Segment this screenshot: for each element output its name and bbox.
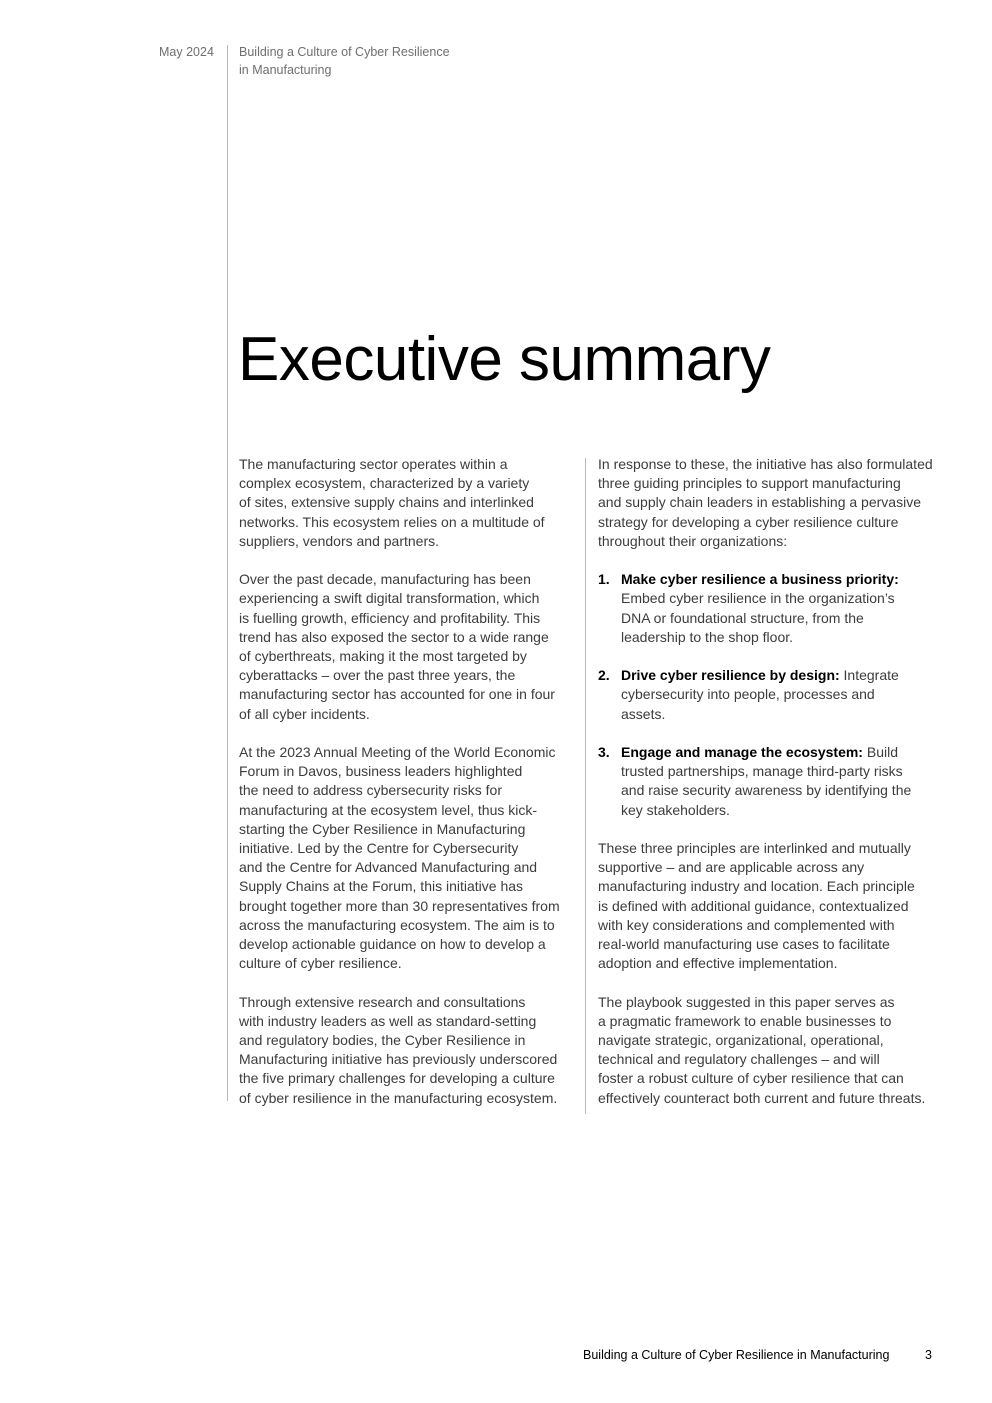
text-line: Through extensive research and consultations [239,993,526,1010]
text-line: assets. [621,705,666,722]
text-line: networks. This ecosystem relies on a multitude of [239,513,545,530]
text-line: Supply Chains at the Forum, this initiative has [239,878,524,895]
text-line: Embed cyber resilience in the organization’s [621,590,895,607]
text-line: Manufacturing initiative has previously underscored [239,1051,558,1068]
intro-paragraph [598,455,938,551]
principle-item [598,743,938,820]
principle-item [598,570,938,647]
text-line: and supply chain leaders in establishing a pervasive [598,494,921,511]
text-line: of all cyber incidents. [239,705,370,722]
column-divider [585,458,586,1114]
text-line: throughout their organizations: [598,532,788,549]
header-title-line: in Manufacturing [239,63,332,77]
principle-title: Make cyber resilience a business priority: [621,571,899,588]
text-line: strategy for developing a cyber resilience culture [598,513,899,530]
text-line: key stakeholders. [621,801,730,818]
body-paragraph [239,743,575,973]
text-line: across the manufacturing ecosystem. The aim is to [239,916,555,933]
text-line: manufacturing sector has accounted for one in four [239,686,555,703]
text-line: trend has also exposed the sector to a wide range [239,628,549,645]
text-line: suppliers, vendors and partners. [239,532,439,549]
text-line [621,666,938,685]
text-line: Over the past decade, manufacturing has been [239,571,531,588]
text-line [621,743,938,762]
body-paragraph [239,570,575,724]
text-line: and the Centre for Advanced Manufacturing and [239,859,538,876]
principle-item [598,666,938,724]
text-line: a pragmatic framework to enable businesses to [598,1012,892,1029]
text-line: real-world manufacturing use cases to facilitate [598,936,890,953]
left-text-column [239,455,575,1127]
text-line: The manufacturing sector operates within a [239,456,508,472]
page-number: 3 [925,1348,932,1362]
text-line: with key considerations and complemented with [598,916,895,933]
principles-list [598,570,938,820]
text-line: of cyberthreats, making it the most targeted by [239,648,527,665]
text-line: develop actionable guidance on how to develop a [239,936,546,953]
body-paragraph [239,455,575,551]
footer-document-title: Building a Culture of Cyber Resilience in Manufacturing [583,1348,890,1362]
text-line: supportive – and are applicable across any [598,859,865,876]
text-line: initiative. Led by the Centre for Cybersecurity [239,840,519,857]
text-line: cyberattacks – over the past three years, the [239,667,516,684]
text-line: manufacturing at the ecosystem level, thus kick- [239,801,538,818]
text-line: of sites, extensive supply chains and interlinked [239,494,534,511]
text-line: These three principles are interlinked and mutually [598,840,911,856]
principle-number: 1. [598,571,610,588]
body-paragraph [598,839,938,973]
text-line: with industry leaders as well as standard-setting [239,1012,537,1029]
text-line: adoption and effective implementation. [598,955,838,972]
body-paragraph [239,993,575,1108]
header-date: May 2024 [159,45,214,59]
text-line: is fuelling growth, efficiency and profitability. This [239,609,541,626]
text-line: three guiding principles to support manufacturing [598,475,901,492]
principle-title: Engage and manage the ecosystem: [621,744,863,760]
text-line: At the 2023 Annual Meeting of the World Economic [239,744,556,761]
text-line: navigate strategic, organizational, operational, [598,1032,884,1049]
text-line: DNA or foundational structure, from the [621,609,864,626]
text-line [621,570,938,589]
text-line: the five primary challenges for developing a culture [239,1070,555,1087]
text-line: and regulatory bodies, the Cyber Resilience in [239,1032,526,1049]
principle-text: Integrate [839,667,899,684]
text-line: effectively counteract both current and future threats. [598,1089,926,1106]
text-line: the need to address cybersecurity risks for [239,782,503,799]
text-line: foster a robust culture of cyber resilience that can [598,1070,904,1087]
body-paragraph [598,993,938,1108]
principle-text: Build [862,744,898,760]
text-line: The playbook suggested in this paper serves as [598,993,895,1010]
right-text-column [598,455,938,1127]
principle-number: 3. [598,744,610,760]
text-line: of cyber resilience in the manufacturing ecosystem. [239,1089,558,1106]
text-line: is defined with additional guidance, contextualized [598,897,909,914]
text-line: leadership to the shop floor. [621,628,794,645]
text-line: In response to these, the initiative has also formulated [598,456,933,472]
text-line: technical and regulatory challenges – and will [598,1051,880,1068]
text-line: brought together more than 30 representatives from [239,897,560,914]
text-line: and raise security awareness by identifying the [621,782,912,799]
page-title: Executive summary [238,325,771,394]
text-line: trusted partnerships, manage third-party risks [621,763,903,780]
text-line: culture of cyber resilience. [239,955,402,972]
text-line: starting the Cyber Resilience in Manufacturing [239,820,526,837]
header-document-title [239,43,539,79]
text-line: experiencing a swift digital transformation, which [239,590,540,607]
text-line: Forum in Davos, business leaders highlighted [239,763,523,780]
header-title-line: Building a Culture of Cyber Resilience [239,45,450,59]
text-line: cybersecurity into people, processes and [621,686,875,703]
text-line: complex ecosystem, characterized by a variety [239,475,530,492]
principle-number: 2. [598,667,610,684]
principle-title: Drive cyber resilience by design: [621,667,840,684]
text-line: manufacturing industry and location. Each principle [598,878,915,895]
header-divider [227,45,228,1101]
